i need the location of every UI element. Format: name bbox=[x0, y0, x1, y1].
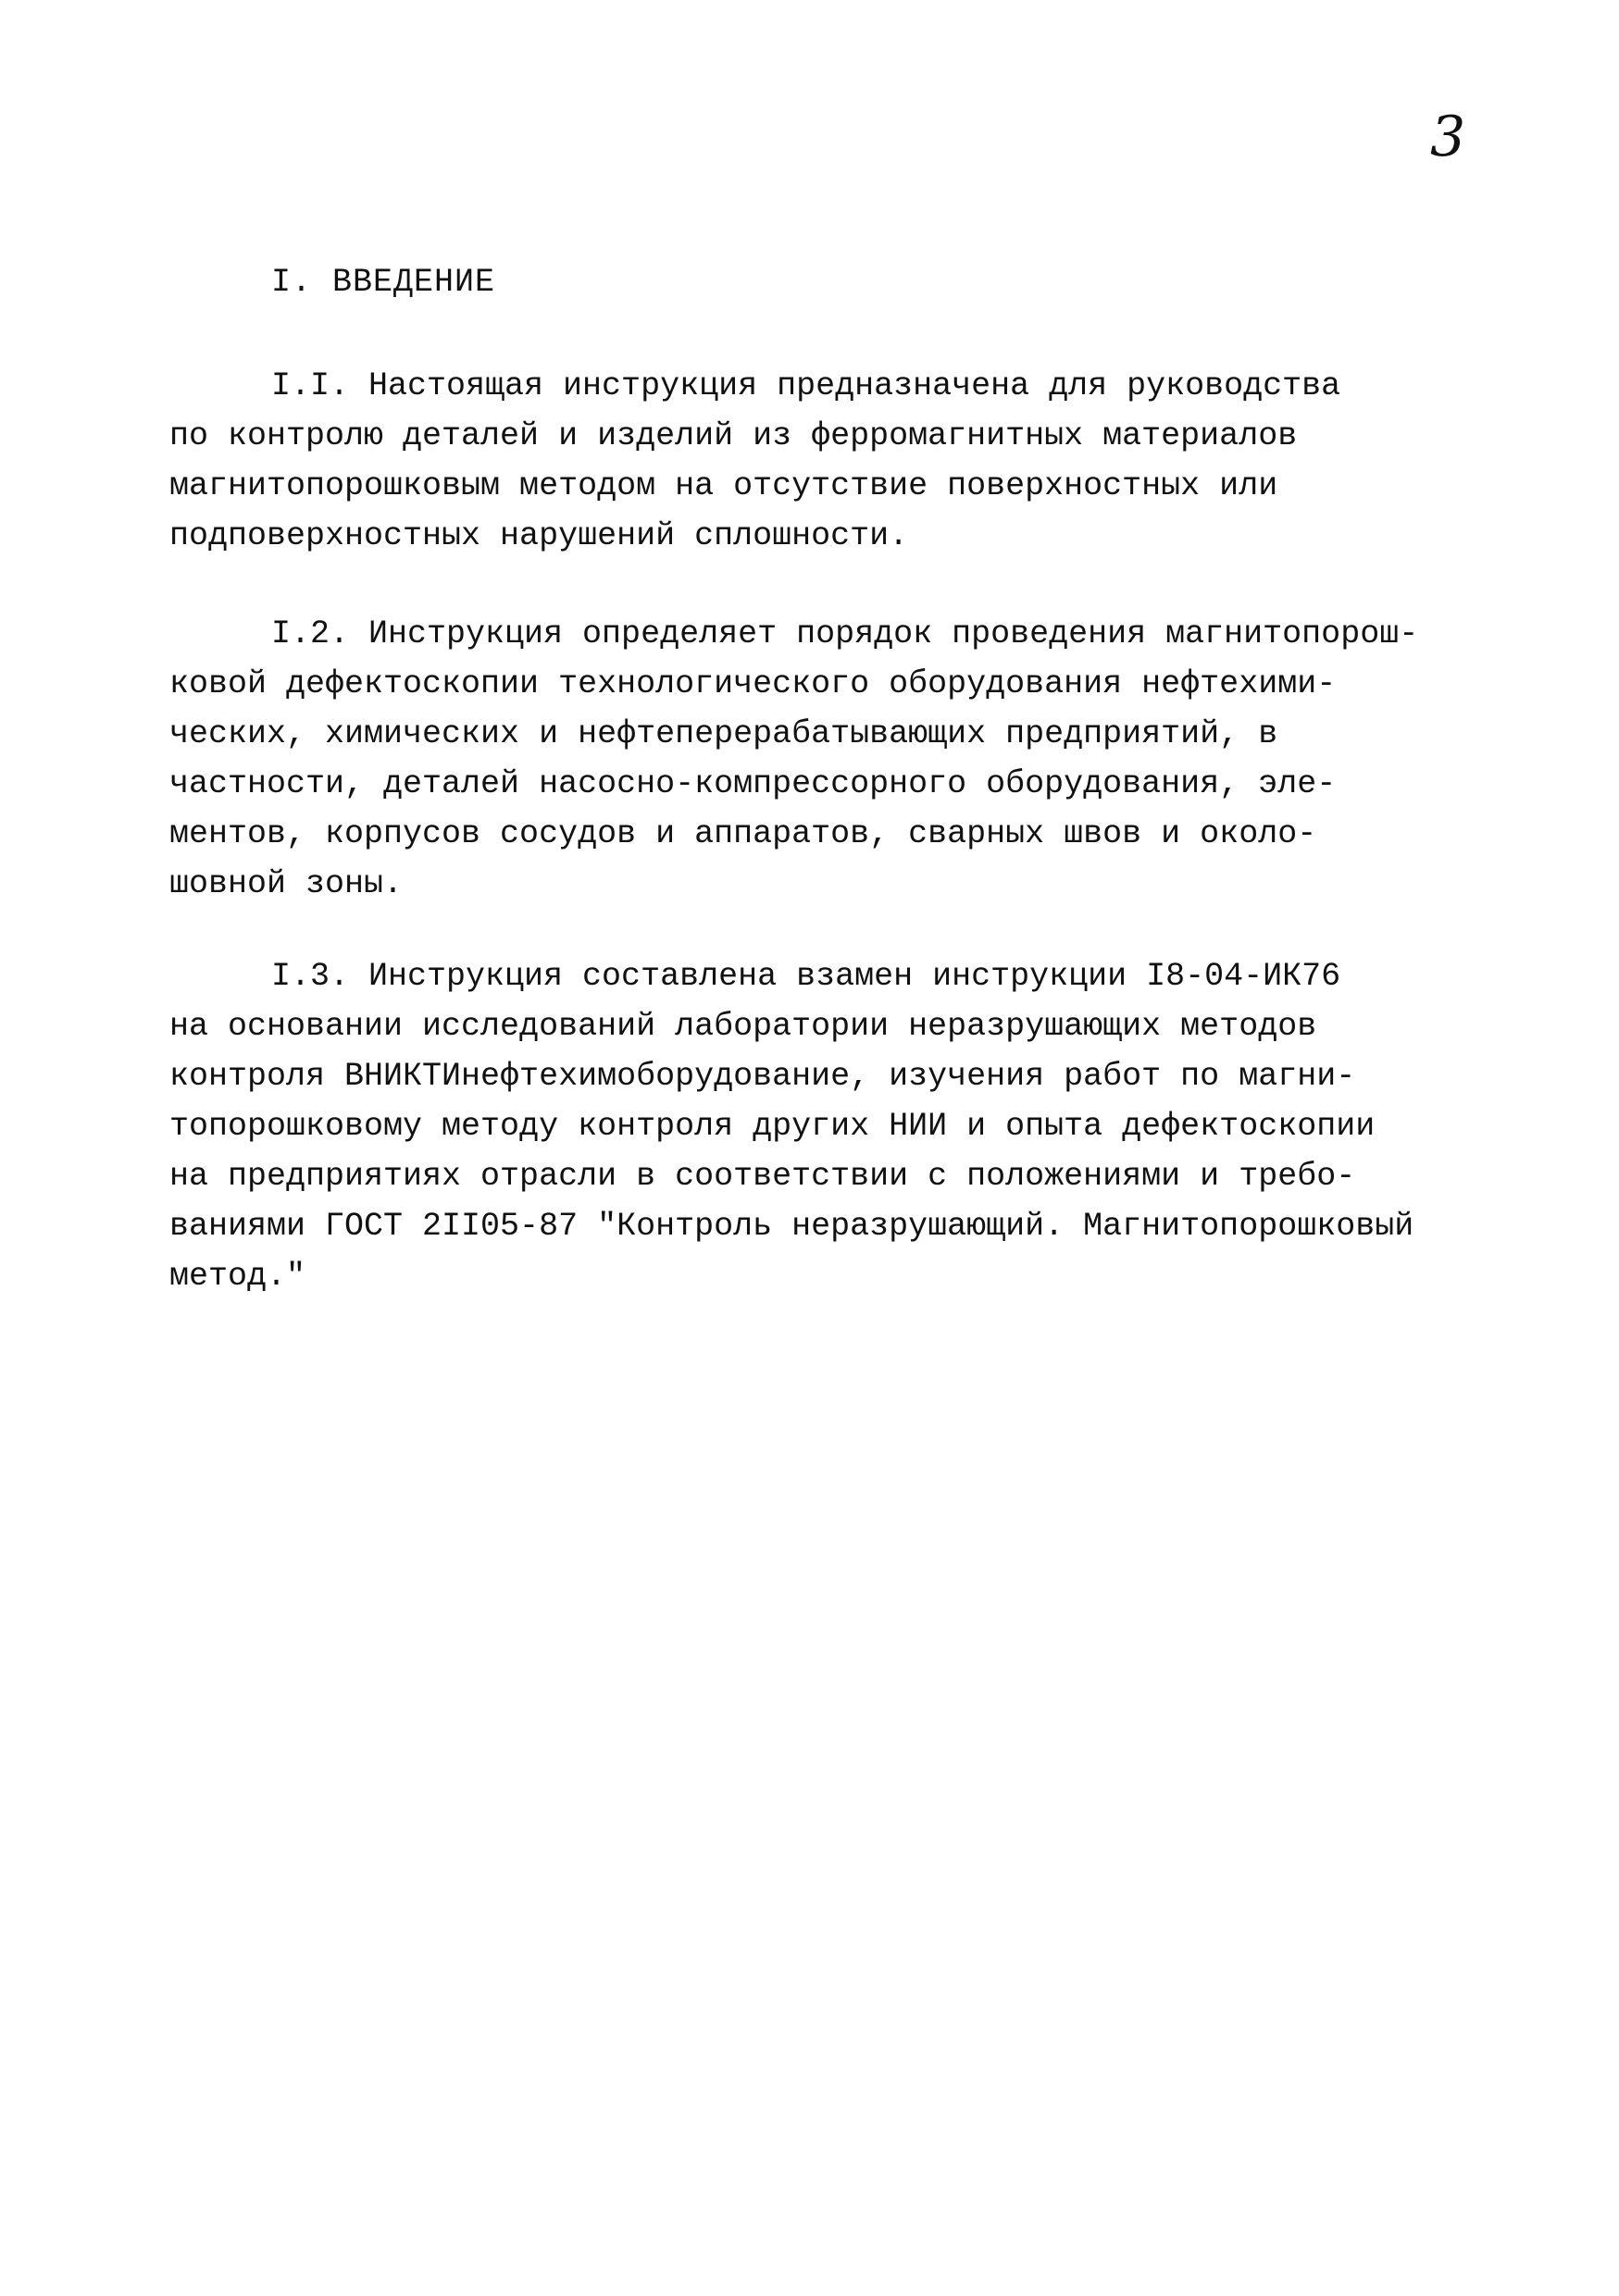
text-line: ментов, корпусов сосудов и аппаратов, сварных швов и около- bbox=[169, 815, 1317, 852]
text-line: контроля ВНИКТИнефтехимоборудование, изучения работ по магни- bbox=[169, 1058, 1356, 1095]
text-line: I.3. Инструкция составлена взамен инструкции I8-04-ИК76 bbox=[271, 958, 1341, 995]
page-number: 3 bbox=[1430, 105, 1466, 169]
text-line: магнитопорошковым методом на отсутствие поверхностных или bbox=[169, 467, 1278, 504]
paragraph-1-2 bbox=[169, 609, 1502, 909]
text-line: на основании исследований лаборатории неразрушающих методов bbox=[169, 1008, 1317, 1045]
text-line: частности, деталей насосно-компрессорного оборудования, эле- bbox=[169, 765, 1337, 802]
text-line: I.2. Инструкция определяет порядок проведения магнитопорош- bbox=[271, 615, 1419, 652]
section-heading: I. ВВЕДЕНИЕ bbox=[271, 264, 496, 301]
text-line: на предприятиях отрасли в соответствии с положениями и требо- bbox=[169, 1158, 1356, 1195]
text-line: ческих, химических и нефтеперерабатывающих предприятий, в bbox=[169, 715, 1278, 752]
text-line: метод." bbox=[169, 1258, 306, 1295]
text-line: ваниями ГОСТ 2II05-87 "Контроль неразрушающий. Магнитопорошковый bbox=[169, 1208, 1414, 1245]
paragraph-1-3 bbox=[169, 951, 1502, 1301]
text-line: I.I. Настоящая инструкция предназначена для руководства bbox=[271, 367, 1341, 404]
text-line: шовной зоны. bbox=[169, 865, 404, 902]
paragraph-1-1 bbox=[169, 361, 1502, 561]
text-line: подповерхностных нарушений сплошности. bbox=[169, 517, 909, 554]
text-line: ковой дефектоскопии технологического оборудования нефтехими- bbox=[169, 665, 1337, 702]
text-line: по контролю деталей и изделий из ферромагнитных материалов bbox=[169, 417, 1298, 454]
text-line: топорошковому методу контроля других НИИ и опыта дефектоскопии bbox=[169, 1108, 1376, 1145]
